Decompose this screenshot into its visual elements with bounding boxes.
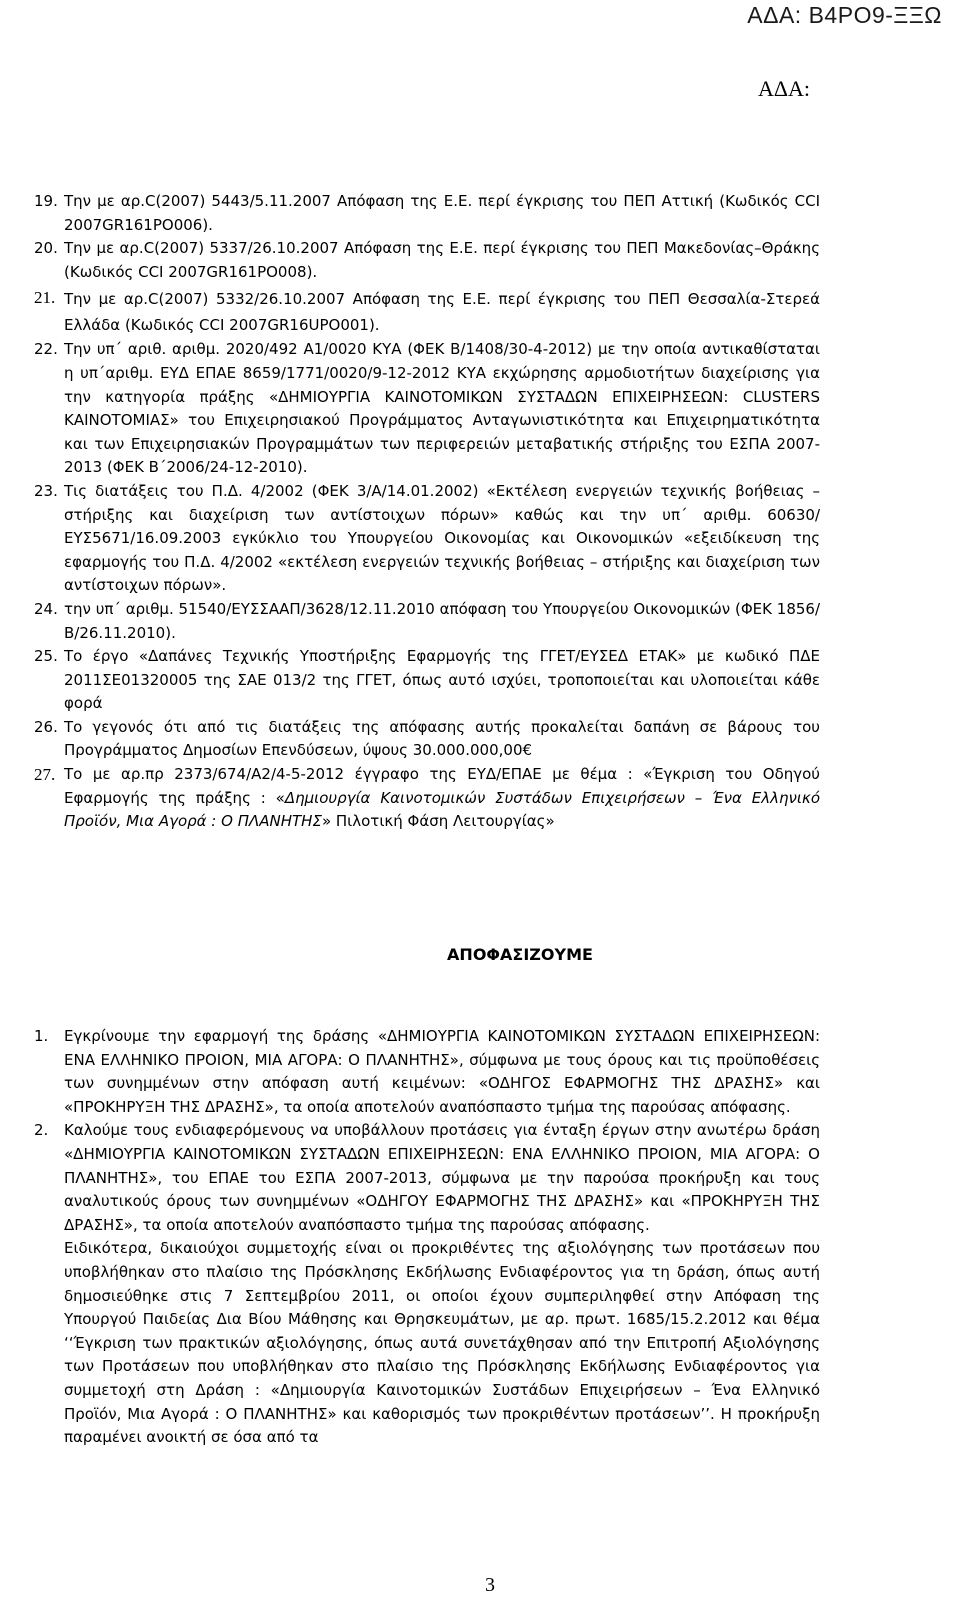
item-number: 24. bbox=[34, 599, 58, 618]
item-text: Την υπ΄ αριθ. αριθμ. 2020/492 Α1/0020 ΚΥΑ (ΦΕΚ Β/1408/30-4-2012) με την οποία αντικαθίσταται η υπ΄αριθμ. ΕΥΔ ΕΠΑΕ 8659/1771/0020/9-12-2012 ΚΥΑ εκχώρησης αρμοδιοτήτων διαχείρισης για την κατηγορία πράξης «ΔΗΜΙΟΥΡΓΙΑ ΚΑΙΝΟΤΟΜΙΚΩΝ ΣΥΣΤΑΔΩΝ ΕΠΙΧΕΙΡΗΣΕΩΝ: CLUSTERS ΚΑΙΝΟΤΟΜΙΑΣ» του Επιχειρησιακού Προγράμματος Ανταγωνιστικότητα και Επιχειρηματικότητα και των Επιχειρησιακών Προγραμμάτων των περιφερειών μεταβατικής στήριξης του ΕΣΠΑ 2007-2013 (ΦΕΚ Β΄2006/24-12-2010). bbox=[64, 340, 820, 477]
item-number: 1. bbox=[34, 1027, 49, 1045]
item-text: Το γεγονός ότι από τις διατάξεις της απόφασης αυτής προκαλείται δαπάνη σε βάρους του Προγράμματος Δημοσίων Επενδύσεων, ύψους 30.000.000,00€ bbox=[64, 717, 820, 760]
item-text bbox=[64, 763, 820, 834]
item-text: Εγκρίνουμε την εφαρμογή της δράσης «ΔΗΜΙΟΥΡΓΙΑ ΚΑΙΝΟΤΟΜΙΚΩΝ ΣΥΣΤΑΔΩΝ ΕΠΙΧΕΙΡΗΣΕΩΝ: ΕΝΑ ΕΛΛΗΝΙΚΟ ΠΡΟΙΟΝ, ΜΙΑ ΑΓΟΡΑ: Ο ΠΛΑΝΗΤΗΣ», σύμφωνα με τους όρους και τις προϋποθέσεις των συνημμένων στην απόφαση αυτή κειμένων: «ΟΔΗΓΟΣ ΕΦΑΡΜΟΓΗΣ ΤΗΣ ΔΡΑΣΗΣ» και «ΠΡΟΚΗΡΥΞΗ ΤΗΣ ΔΡΑΣΗΣ», τα οποία αποτελούν αναπόσπαστο τμήμα της παρούσας απόφασης. bbox=[64, 1027, 820, 1116]
considerations-list bbox=[34, 190, 820, 834]
decisions-list bbox=[34, 1025, 820, 1450]
ada-label: ΑΔΑ: bbox=[757, 76, 810, 101]
item-number: 26. bbox=[34, 717, 58, 736]
item-text-continued: Ειδικότερα, δικαιούχοι συμμετοχής είναι οι προκριθέντες της αξιολόγησης των προτάσεων που υποβλήθηκαν στο πλαίσιο της Πρόσκλησης Εκδήλωσης Ενδιαφέροντος για τη δράση, όπως αυτή δημοσιεύθηκε στις 7 Σεπτεμβρίου 2011, οι οποίοι έχουν συμπεριληφθεί στην Απόφαση της Υπουργού Παιδείας Δια Βίου Μάθησης και Θρησκευμάτων, με αρ. πρωτ. 1685/15.2.2012 και θέμα ‘‘Έγκριση των πρακτικών αξιολόγησης, όπως αυτά συνετάχθησαν από την Επιτροπή Αξιολόγησης των Προτάσεων που υποβλήθηκαν στο πλαίσιο της Πρόσκλησης Εκδήλωσης Ενδιαφέροντος για συμμετοχή στη Δράση : «Δημιουργία Καινοτομικών Συστάδων Επιχειρήσεων – Ένα Ελληνικό Προϊόν, Μια Αγορά : Ο ΠΛΑΝΗΤΗΣ» και καθορισμός των προκριθέντων προτάσεων’’. Η προκήρυξη παραμένει ανοικτή σε όσα από τα bbox=[64, 1239, 820, 1447]
item-number: 25. bbox=[34, 647, 58, 666]
item-number: 20. bbox=[34, 239, 58, 258]
item-number: 2. bbox=[34, 1121, 49, 1140]
decision-heading: ΑΠΟΦΑΣΙΖΟΥΜΕ bbox=[447, 945, 593, 964]
item-number: 22. bbox=[34, 340, 58, 359]
item-text-italic: Δημιουργία Καινοτομικών Συστάδων Επιχειρήσεων – Ένα Ελληνικό Προϊόν, Μια Αγορά : Ο ΠΛΑΝΗΤΗΣ bbox=[64, 788, 820, 831]
list-item bbox=[34, 645, 820, 716]
item-text-part: » Πιλοτική Φάση Λειτουργίας» bbox=[321, 812, 555, 831]
list-item bbox=[34, 237, 820, 284]
item-text: Τις διατάξεις του Π.Δ. 4/2002 (ΦΕΚ 3/Α/14.01.2002) «Εκτέλεση ενεργειών τεχνικής βοήθειας – στήριξης και διαχείριση των αντίστοιχων πόρων» καθώς και την υπ΄ αριθμ. 60630/ΕΥΣ5671/16.09.2003 εγκύκλιο του Υπουργείου Οικονομίας και Οικονομικών «εξειδίκευση της εφαρμογής του Π.Δ. 4/2002 «εκτέλεση ενεργειών τεχνικής βοήθειας – στήριξης και διαχείριση των αντίστοιχων πόρων». bbox=[64, 481, 820, 595]
list-item bbox=[34, 190, 820, 237]
item-number: 19. bbox=[34, 192, 58, 210]
item-number: 27. bbox=[34, 765, 56, 785]
list-item bbox=[34, 338, 820, 480]
item-text: Την με αρ.C(2007) 5332/26.10.2007 Απόφαση της Ε.Ε. περί έγκρισης του ΠΕΠ Θεσσαλία-Στερεά Ελλάδα (Κωδικός CCI 2007GR16UPO001). bbox=[64, 290, 820, 335]
item-text-part: Το με αρ.πρ 2373/674/Α2/4-5-2012 έγγραφο της ΕΥΔ/ΕΠΑΕ με θέμα : «Έγκριση του Οδηγού Εφαρμογής της πράξης : « bbox=[64, 765, 820, 807]
item-text: την υπ΄ αριθμ. 51540/ΕΥΣΣΑΑΠ/3628/12.11.2010 απόφαση του Υπουργείου Οικονομικών (ΦΕΚ 1856/Β/26.11.2010). bbox=[64, 599, 820, 642]
list-item bbox=[34, 1025, 820, 1119]
item-text: Την με αρ.C(2007) 5337/26.10.2007 Απόφαση της Ε.Ε. περί έγκρισης του ΠΕΠ Μακεδονίας–Θράκης (Κωδικός CCI 2007GR161PO008). bbox=[64, 239, 820, 281]
item-text: Καλούμε τους ενδιαφερόμενους να υποβάλλουν προτάσεις για ένταξη έργων στην ανωτέρω δράση «ΔΗΜΙΟΥΡΓΙΑ ΚΑΙΝΟΤΟΜΙΚΩΝ ΣΥΣΤΑΔΩΝ ΕΠΙΧΕΙΡΗΣΕΩΝ: ΕΝΑ ΕΛΛΗΝΙΚΟ ΠΡΟΙΟΝ, ΜΙΑ ΑΓΟΡΑ: Ο ΠΛΑΝΗΤΗΣ», του ΕΠΑΕ του ΕΣΠΑ 2007-2013, σύμφωνα με την παρούσα προκήρυξη και τους αναλυτικούς όρους των συνημμένων «ΟΔΗΓΟΥ ΕΦΑΡΜΟΓΗΣ ΤΗΣ ΔΡΑΣΗΣ» και «ΠΡΟΚΗΡΥΞΗ ΤΗΣ ΔΡΑΣΗΣ», τα οποία αποτελούν αναπόσπαστο τμήμα της παρούσας απόφασης. bbox=[64, 1121, 820, 1234]
list-item bbox=[34, 598, 820, 645]
item-number: 23. bbox=[34, 481, 58, 500]
ada-code-header: ΑΔΑ: Β4ΡΟ9-ΞΞΩ bbox=[747, 2, 942, 28]
list-item bbox=[34, 763, 820, 834]
list-item bbox=[34, 716, 820, 763]
page-number: 3 bbox=[485, 1574, 495, 1596]
item-number: 21. bbox=[34, 288, 56, 308]
item-text: Το έργο «Δαπάνες Τεχνικής Υποστήριξης Εφαρμογής της ΓΓΕΤ/ΕΥΣΕΔ ΕΤΑΚ» με κωδικό ΠΔΕ 2011ΣΕ01320005 της ΣΑΕ 013/2 της ΓΓΕΤ, όπως αυτό ισχύει, τροποποιείται και υλοποιείται κάθε φορά bbox=[64, 647, 820, 713]
item-text: Την με αρ.C(2007) 5443/5.11.2007 Απόφαση της Ε.Ε. περί έγκρισης του ΠΕΠ Αττική (Κωδικός CCI 2007GR161PO006). bbox=[64, 192, 820, 234]
list-item bbox=[34, 480, 820, 598]
list-item bbox=[34, 286, 820, 338]
list-item bbox=[34, 1119, 820, 1449]
